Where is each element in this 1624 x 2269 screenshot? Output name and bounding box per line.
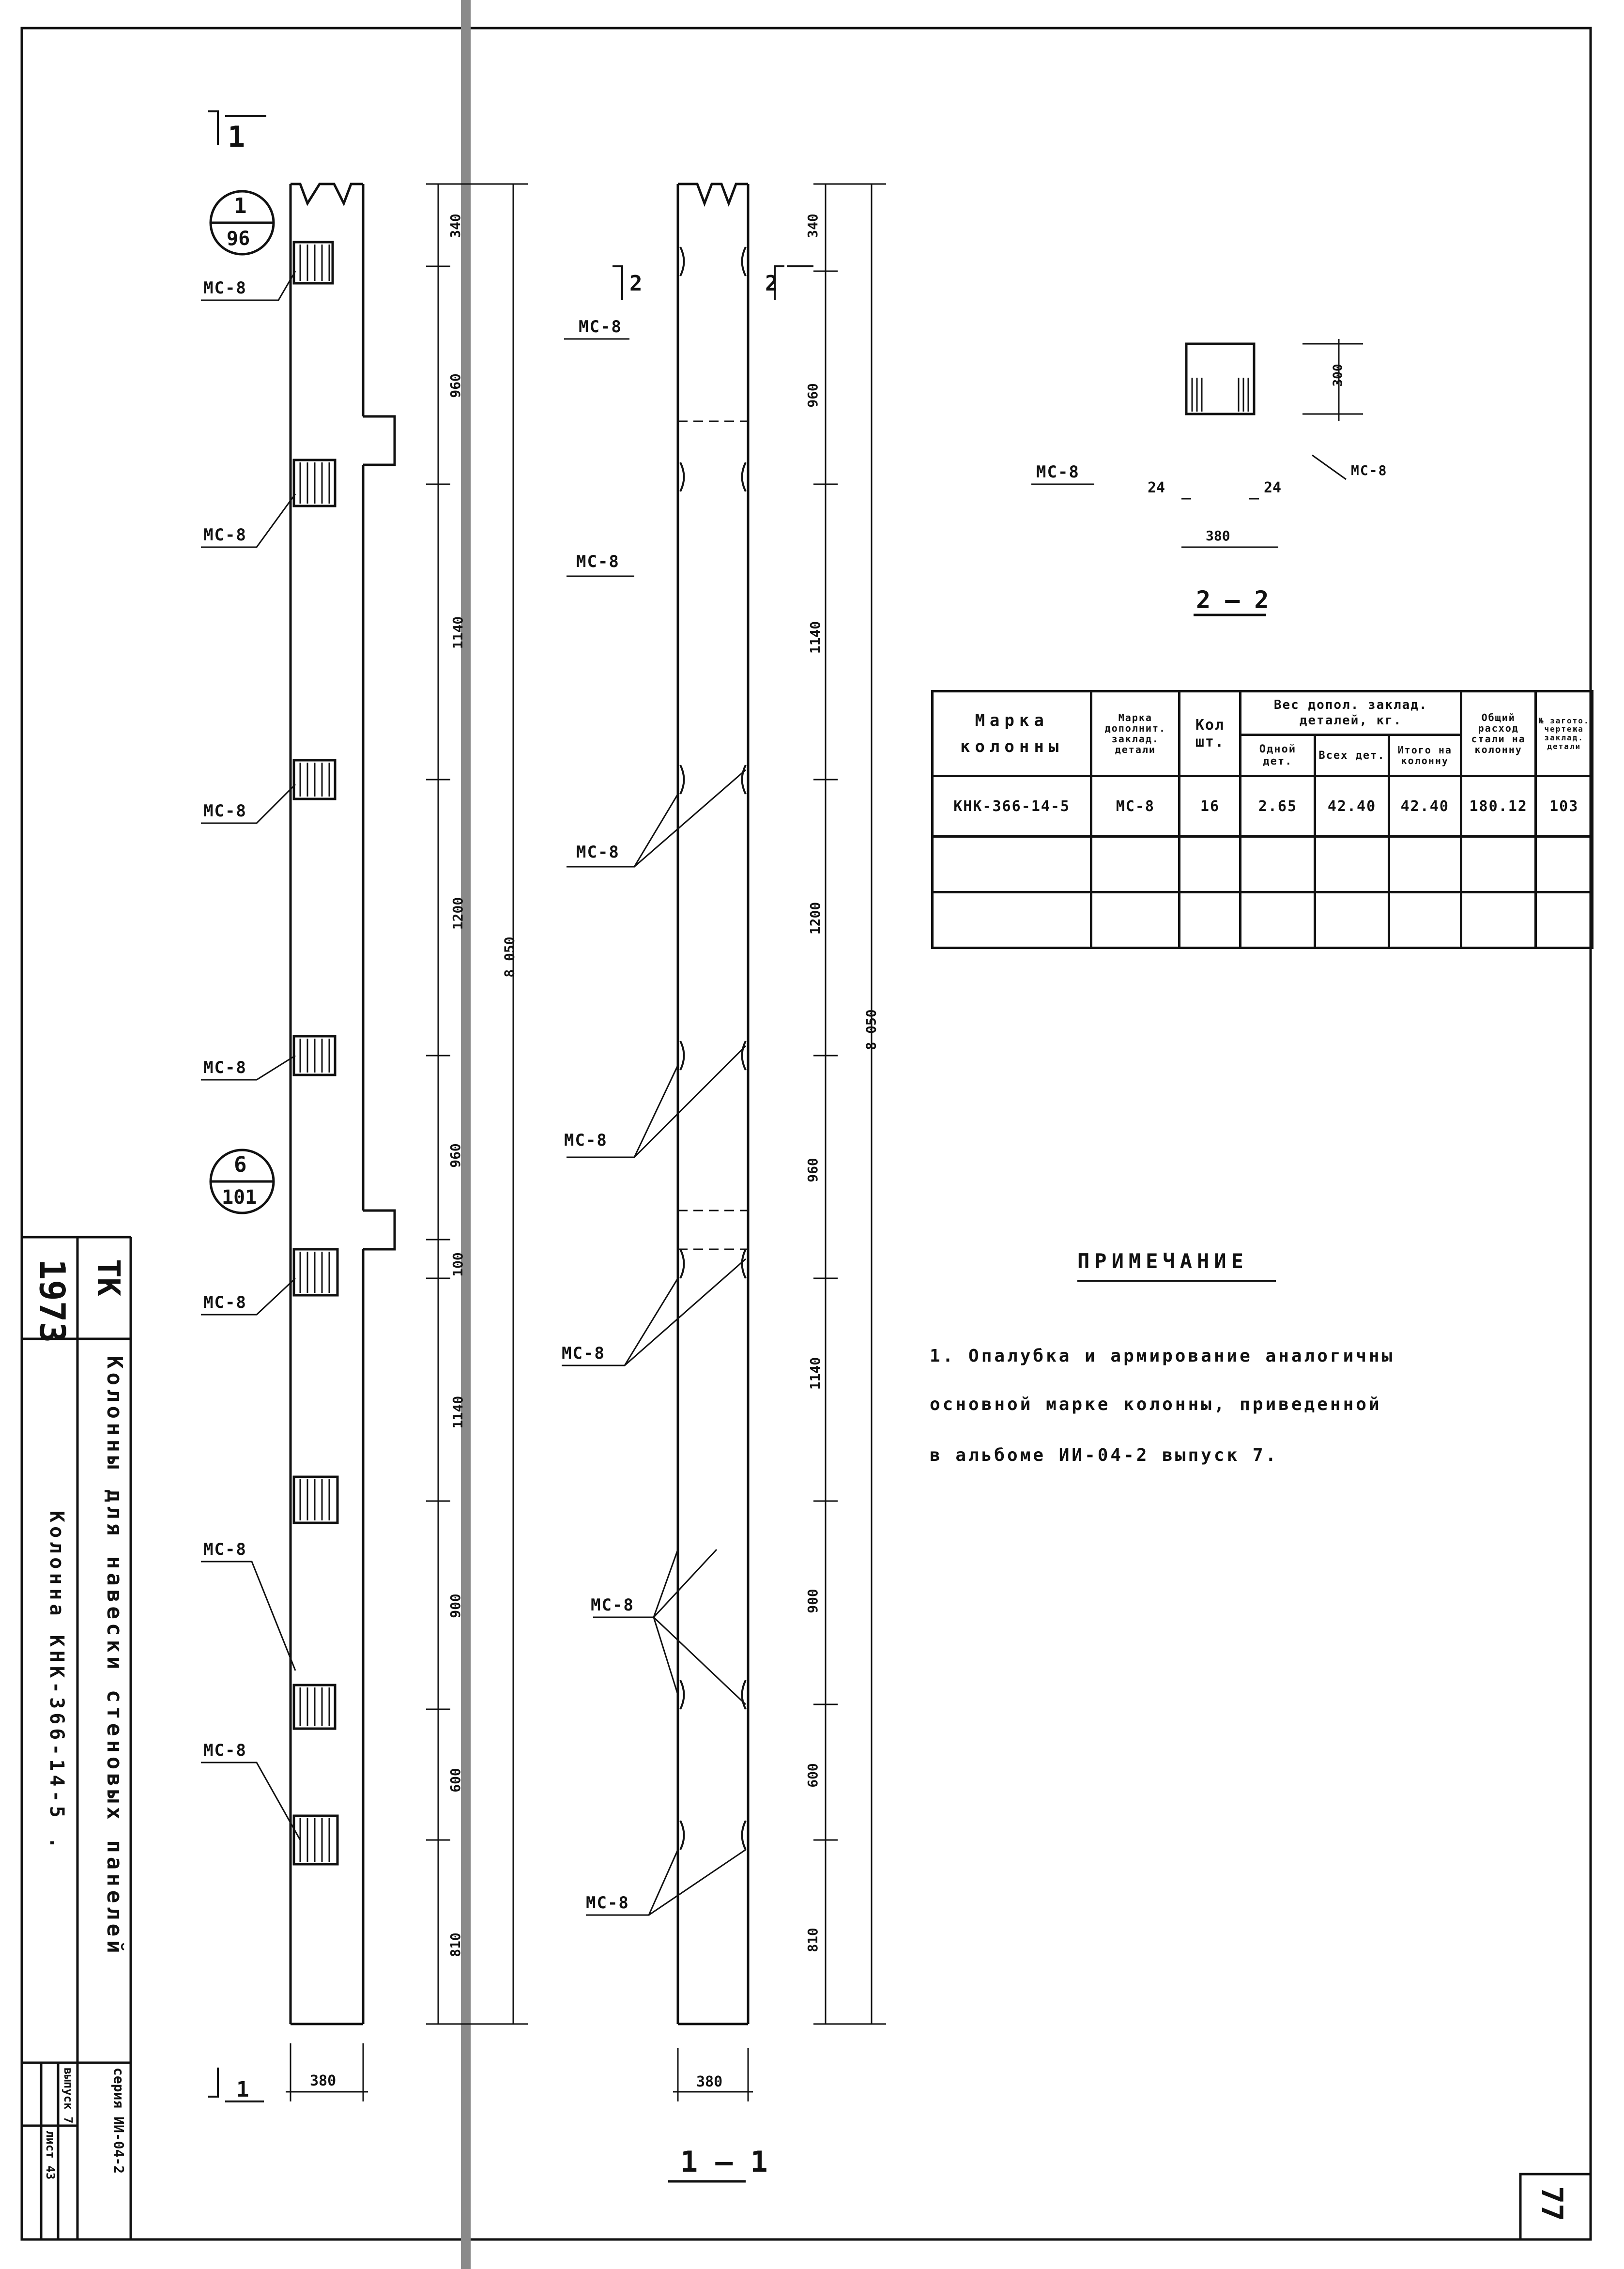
note-line: в альбоме ИИ-04-2 выпуск 7. xyxy=(930,1445,1279,1465)
elevation-mc-label: МС-8 xyxy=(203,1741,247,1760)
th-steel: Общий расход стали на колонну xyxy=(1461,691,1536,776)
note-line: основной марке колонны, приведенной xyxy=(930,1395,1382,1414)
cell-extra: МС-8 xyxy=(1091,776,1180,837)
elevation-mc-label: МС-8 xyxy=(203,1058,247,1077)
table-row xyxy=(933,837,1593,892)
column-section xyxy=(562,184,886,2181)
elevation-dim: 600 xyxy=(447,1768,463,1793)
section-mc-label: МС-8 xyxy=(586,1893,629,1913)
detail-mc-left: МС-8 xyxy=(1036,462,1080,482)
elevation-dim: 1200 xyxy=(450,897,466,930)
section-dim: 1140 xyxy=(807,1357,824,1390)
section-mc-label: МС-8 xyxy=(564,1131,608,1150)
callout-1-den: 96 xyxy=(227,228,250,250)
detail-mc-right: МС-8 xyxy=(1351,462,1388,478)
elevation-dim: 1140 xyxy=(450,616,466,649)
section-mc-label: МС-8 xyxy=(579,317,622,337)
section-dim: 810 xyxy=(804,1928,821,1952)
elevation-width-dim: 380 xyxy=(310,2072,337,2089)
cell-mark: КНК-366-14-5 xyxy=(933,776,1091,837)
elevation-mc-label: МС-8 xyxy=(203,1293,247,1312)
elevation-dim: 1140 xyxy=(450,1395,466,1429)
sheet-number-label: лист 43 xyxy=(44,2131,57,2180)
elevation-dim: 340 xyxy=(447,214,463,238)
section-2-marker-left: 2 xyxy=(629,271,643,296)
section-dim: 1140 xyxy=(807,621,824,654)
callout-1-num: 1 xyxy=(234,194,247,218)
elevation-dim: 810 xyxy=(447,1932,463,1957)
cell-qty: 16 xyxy=(1180,776,1241,837)
table-row xyxy=(933,776,1593,837)
detail-height-dim: 300 xyxy=(1331,364,1346,387)
elevation-mc-label: МС-8 xyxy=(203,1540,247,1559)
sheet-subtitle: Колонна КНК-366-14-5 . xyxy=(46,1511,68,1853)
section-dim: 960 xyxy=(804,383,821,408)
section-dim: 960 xyxy=(804,1158,821,1182)
callout-6-num: 6 xyxy=(234,1152,247,1177)
note-heading: ПРИМЕЧАНИЕ xyxy=(1077,1249,1248,1273)
section-dim: 1200 xyxy=(807,902,824,935)
elevation-dim: 900 xyxy=(447,1594,463,1618)
sheet-border xyxy=(22,28,1591,2239)
section-2-marker-right: 2 xyxy=(765,271,778,296)
section-dim: 340 xyxy=(804,214,821,238)
org-label: ТК xyxy=(90,1259,126,1297)
column-elevation xyxy=(201,111,528,2101)
year-label: 1973 xyxy=(32,1259,73,1343)
section-2-2-detail xyxy=(1031,339,1363,615)
section-mc-label: МС-8 xyxy=(576,843,620,862)
sheet-title: Колонны для навески стеновых панелей xyxy=(102,1356,127,1957)
weights-table xyxy=(931,690,1593,949)
section-dim: 600 xyxy=(804,1763,821,1788)
cell-total: 42.40 xyxy=(1389,776,1461,837)
section-width-dim: 380 xyxy=(696,2073,723,2090)
scanner-band xyxy=(461,0,471,2269)
section-title: 1 — 1 xyxy=(680,2145,768,2179)
th-one: Одной дет. xyxy=(1241,735,1315,776)
elevation-mc-label: МС-8 xyxy=(203,801,247,821)
section-mc-label: МС-8 xyxy=(576,552,620,571)
detail-width-dim: 380 xyxy=(1206,528,1230,544)
cell-steel: 180.12 xyxy=(1461,776,1536,837)
detail-dim-a: 24 xyxy=(1148,479,1165,496)
th-extra-mark: Марка дополнит. заклад. детали xyxy=(1091,691,1180,776)
section-mc-label: МС-8 xyxy=(562,1344,605,1363)
callout-6-den: 101 xyxy=(222,1186,257,1209)
elevation-dim: 960 xyxy=(447,373,463,398)
section-marker-bottom: 1 xyxy=(236,2077,249,2102)
elevation-mc-label: МС-8 xyxy=(203,525,247,545)
series-label: серия ИИ-04-2 xyxy=(111,2068,127,2174)
issue-label: выпуск 7 xyxy=(61,2068,75,2124)
th-mark: Марка колонны xyxy=(933,691,1091,776)
elevation-total-dim: 8 050 xyxy=(501,936,518,978)
th-qty: Кол шт. xyxy=(1180,691,1241,776)
detail-title: 2 — 2 xyxy=(1196,586,1269,614)
elevation-dim: 960 xyxy=(447,1143,463,1168)
detail-dim-b: 24 xyxy=(1264,479,1282,496)
table-row xyxy=(933,892,1593,948)
note-line: 1. Опалубка и армирование аналогичны xyxy=(930,1346,1395,1366)
elevation-mc-label: МС-8 xyxy=(203,278,247,298)
th-total: Итого на колонну xyxy=(1389,735,1461,776)
th-drawing: № загото. чертежа заклад. детали xyxy=(1536,691,1593,776)
cell-one: 2.65 xyxy=(1241,776,1315,837)
th-all: Всех дет. xyxy=(1315,735,1389,776)
th-weight-group: Вес допол. заклад. деталей, кг. xyxy=(1241,691,1461,735)
cell-all: 42.40 xyxy=(1315,776,1389,837)
section-total-dim: 8 050 xyxy=(863,1009,879,1050)
section-marker-top: 1 xyxy=(228,120,245,154)
cell-drawing: 103 xyxy=(1536,776,1593,837)
section-mc-label: МС-8 xyxy=(591,1595,634,1615)
section-dim: 900 xyxy=(804,1589,821,1613)
page-number: 77 xyxy=(1535,2186,1569,2222)
elevation-dim: 100 xyxy=(449,1252,466,1277)
